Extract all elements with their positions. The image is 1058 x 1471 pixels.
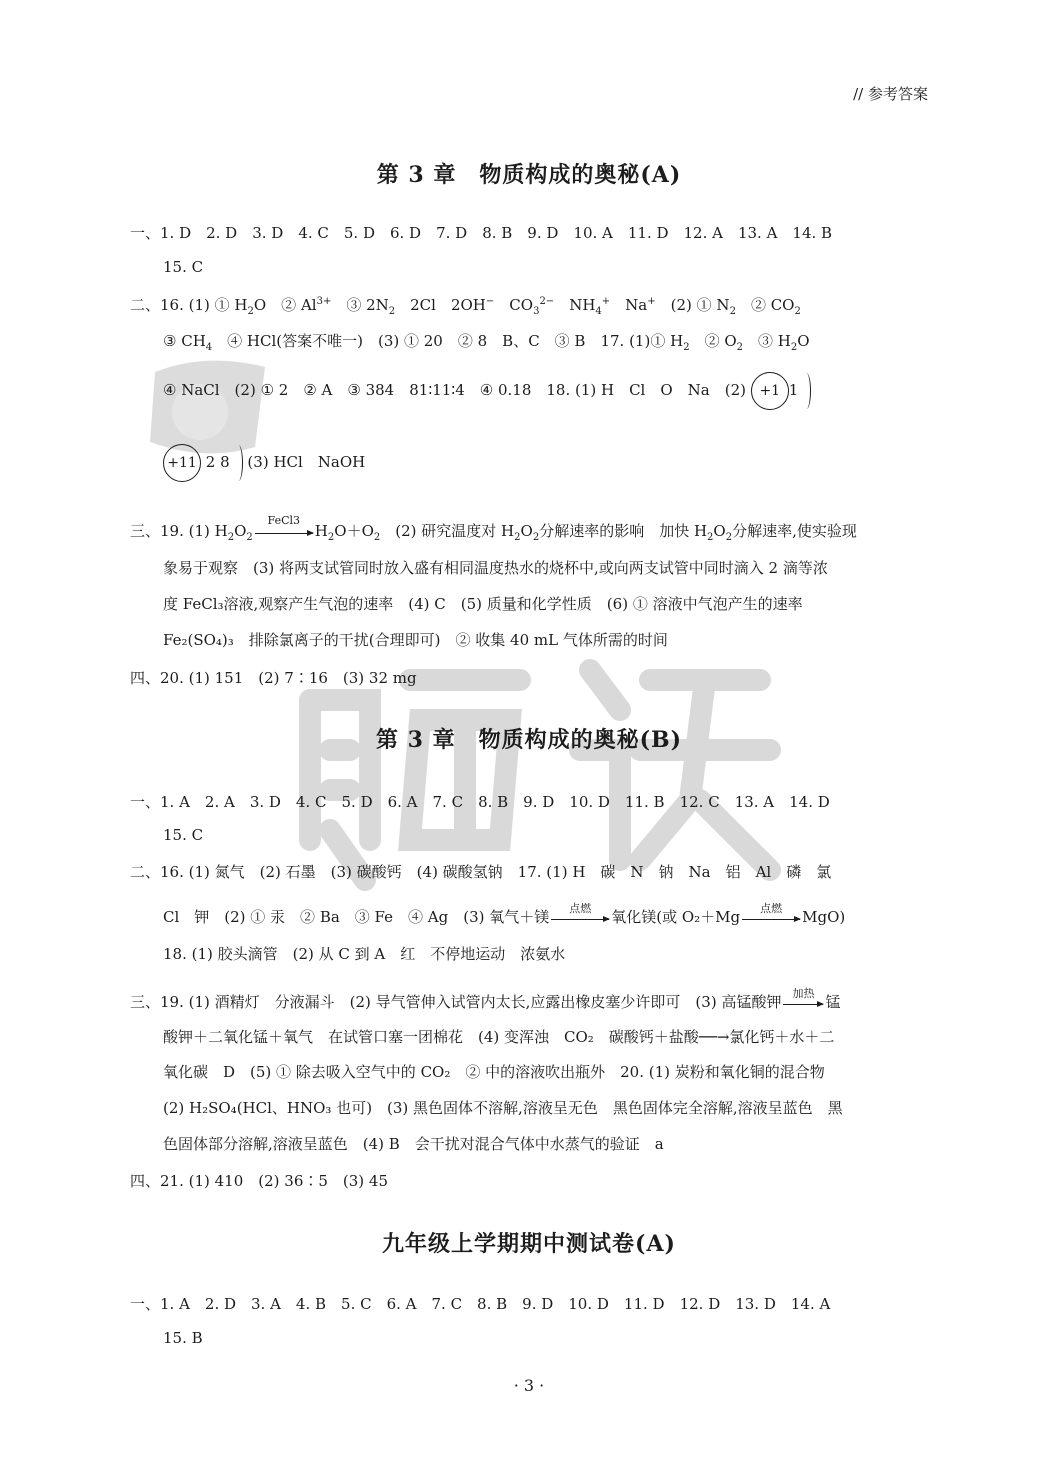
s1-q20-line: 四、20. (1) 151 (2) 7∶16 (3) 32 mg xyxy=(130,669,417,687)
page-number: · 3 · xyxy=(513,1376,545,1395)
s2-line-9: (2) H₂SO₄(HCl、HNO₃ 也可) (3) 黑色固体不溶解,溶液呈无色 黑色固体完全溶解,溶液呈蓝色 黑 xyxy=(163,1099,843,1117)
s1-line-6: +11 2 8 (3) HCl NaOH xyxy=(163,444,365,482)
atom-diagram-na: +11 xyxy=(163,444,201,482)
s2-line-7: 酸钾＋二氧化锰＋氧气 在试管口塞一团棉花 (4) 变浑浊 CO₂ 碳酸钙＋盐酸──→氯化钙＋水＋二 xyxy=(163,1028,835,1046)
section-title-c: 九年级上学期期中测试卷(A) xyxy=(382,1231,676,1257)
s2-line-1: 一、1. A 2. A 3. D 4. C 5. D 6. A 7. C 8. B 9. D 10. D 11. B 12. C 13. A 14. D xyxy=(130,793,830,811)
s1-q19-line-1: 三、19. (1) $H_2O_2$ FeCl3 $H_2O+O_2$ (2) 研究温度对 $H_2O_2$分解速率的影响 加快 $H_2O_2$分解速率,使实验现 xyxy=(130,513,857,543)
s2-line-10: 色固体部分溶解,溶液呈蓝色 (4) B 会干扰对混合气体中水蒸气的验证 a xyxy=(163,1135,664,1153)
atom-diagram-h: +1 xyxy=(751,372,789,410)
s2-line-8: 氧化碳 D (5) ① 除去吸入空气中的 CO₂ ② 中的溶液吹出瓶外 20. (1) 炭粉和氧化铜的混合物 xyxy=(163,1063,825,1081)
s3-line-2: 15. B xyxy=(163,1329,203,1347)
s1-q19-line-2: 象易于观察 (3) 将两支试管同时放入盛有相同温度热水的烧杯中,或向两支试管中同时滴入 2 滴等浓 xyxy=(163,559,828,577)
s2-line-11: 四、21. (1) 410 (2) 36∶5 (3) 45 xyxy=(130,1172,389,1190)
section-title-b: 第 3 章 物质构成的奥秘(B) xyxy=(375,727,683,753)
s2-line-6: 三、19. (1) 酒精灯 分液漏斗 (2) 导气管伸入试管内太长,应露出橡皮塞少许即可 (3) 高锰酸钾 加热 锰 xyxy=(130,986,841,1011)
s1-line-5: ④ NaCl (2) ① 2 ② A ③ 384 81∶11∶4 ④ 0.18 18. (1) H Cl O Na (2) +1 1 xyxy=(163,372,811,410)
s2-line-3: 二、16. (1) 氮气 (2) 石墨 (3) 碳酸钙 (4) 碳酸氢钠 17. (1) H 碳 N 钠 Na 铝 Al 磷 氯 xyxy=(130,863,832,881)
s1-q19-line-4: Fe₂(SO₄)₃ 排除氯离子的干扰(合理即可) ② 收集 40 mL 气体所需的时间 xyxy=(163,631,668,649)
reaction-arrow: FeCl3 xyxy=(255,531,313,534)
s2-line-2: 15. C xyxy=(163,826,204,844)
s1-line-2: 15. C xyxy=(163,258,204,276)
s1-line-4: ③ $CH_4$ ④ HCl(答案不唯一) (3) ① 20 ② 8 B、C ③ B 17. (1)① $H_2$ ② $O_2$ ③ $H_2O$ xyxy=(163,332,810,353)
s2-line-4: Cl 钾 (2) ① 汞 ② Ba ③ Fe ④ Ag (3) 氧气＋镁 点燃 氧化镁(或 O₂＋Mg 点燃 MgO) xyxy=(163,901,846,926)
s1-line-1: 一、1. D 2. D 3. D 4. C 5. D 6. D 7. D 8. B 9. D 10. A 11. D 12. A 13. A 14. B xyxy=(130,224,833,242)
page-header xyxy=(853,83,928,104)
header-label: 参考答案 xyxy=(867,85,928,103)
header-marker: // xyxy=(853,85,864,103)
s1-q19-line-3: 度 FeCl₃溶液,观察产生气泡的速率 (4) C (5) 质量和化学性质 (6) ① 溶液中气泡产生的速率 xyxy=(163,595,803,613)
s1-line-3: 二、16. (1) ① $H_2O$ ② $Al^{3+}$ ③ $2N_2$ 2Cl 2OH− $CO_3^{2-}$ $NH_4^+$ Na+ (2) ① $N_2$ ② $CO_2$ xyxy=(130,296,801,317)
s3-line-1: 一、1. A 2. D 3. A 4. B 5. C 6. A 7. C 8. B 9. D 10. D 11. D 12. D 13. D 14. A xyxy=(130,1295,831,1313)
section-title-a: 第 3 章 物质构成的奥秘(A) xyxy=(376,162,682,188)
s2-line-5: 18. (1) 胶头滴管 (2) 从 C 到 A 红 不停地运动 浓氨水 xyxy=(163,945,566,963)
